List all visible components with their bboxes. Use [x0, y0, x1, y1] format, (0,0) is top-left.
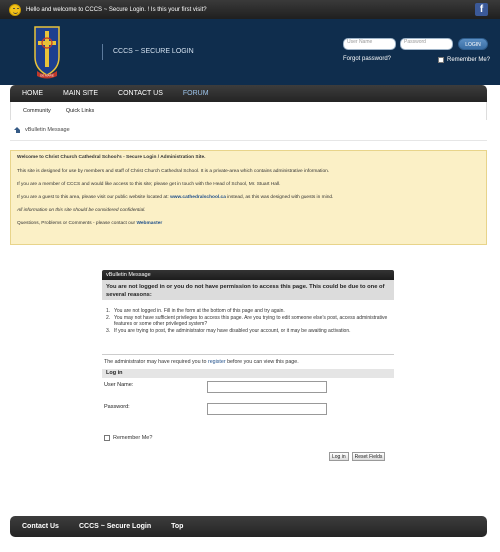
welcome-notice	[10, 150, 487, 245]
tab-home[interactable]: HOME	[22, 90, 43, 97]
breadcrumb-current: vBulletin Message	[25, 127, 70, 133]
divider	[10, 140, 487, 141]
notice-paragraph: If you are a member of CCCS and would like access to this site; please get in touch with the Head of School, Mr. Stuart Hall.	[17, 182, 281, 187]
site-title[interactable]: CCCS ~ SECURE LOGIN	[102, 44, 194, 60]
facebook-icon[interactable]: f	[475, 3, 488, 16]
username-field[interactable]	[207, 381, 327, 393]
forgot-password-link[interactable]: Forgot password?	[343, 56, 392, 62]
admin-note-text: The administrator may have required you to	[104, 359, 207, 365]
list-text: You are not logged in. Fill in the form at the bottom of this page and try again.	[114, 308, 285, 314]
form-buttons	[326, 452, 385, 461]
reset-fields-button[interactable]: Reset Fields	[352, 452, 386, 461]
admin-note-text: before you can view this page.	[227, 359, 299, 365]
username-input[interactable]	[343, 38, 396, 50]
public-website-link[interactable]: www.cathedralschool.ca	[170, 195, 226, 200]
checkbox-icon[interactable]	[104, 435, 110, 441]
subnav-community[interactable]: Community	[23, 108, 51, 114]
crest-motto: DE MARE	[40, 73, 54, 78]
top-welcome-bar	[0, 0, 500, 19]
notice-text: Questions, Problems or Comments - please contact our	[17, 221, 136, 226]
username-placeholder: User Name	[347, 39, 373, 45]
webmaster-link[interactable]: Webmaster	[136, 221, 163, 226]
list-text: You may not have sufficient privileges to access this page. Are you trying to edit someone else's post, access administrative features or some other privileged system?	[114, 314, 388, 327]
login-button[interactable]: LOGIN	[458, 38, 488, 50]
list-number: 3.	[106, 327, 111, 334]
username-label: User Name:	[104, 382, 134, 388]
login-section-header: Log in	[102, 369, 394, 378]
tab-forum[interactable]: FORUM	[182, 90, 209, 97]
list-text: If you are trying to post, the administrator may have disabled your account, or it may be awaiting activation.	[114, 327, 351, 334]
checkbox-icon[interactable]	[438, 57, 444, 63]
notice-paragraph	[17, 221, 480, 227]
remember-me-checkbox[interactable]	[104, 435, 152, 441]
password-label: Password:	[104, 404, 130, 410]
vbulletin-message-panel	[102, 270, 394, 460]
password-placeholder: Password	[404, 39, 426, 45]
login-submit-button[interactable]: Log in	[329, 452, 349, 461]
notice-paragraph: This site is designed for use by members and staff of Christ Church Cathedral School. It is a private-area which contains administrative information.	[17, 169, 330, 174]
smiley-icon	[9, 4, 21, 16]
reasons-list	[102, 300, 394, 355]
footer-top[interactable]: Top	[171, 523, 184, 530]
footer-contact-us[interactable]: Contact Us	[22, 523, 59, 530]
tab-contact-us[interactable]: CONTACT US	[118, 90, 163, 97]
list-item	[106, 315, 390, 328]
password-input[interactable]	[400, 38, 453, 50]
footer	[10, 516, 487, 537]
remember-me-label: Remember Me?	[447, 57, 491, 63]
register-link[interactable]: register	[207, 359, 226, 365]
notice-text: If you are a guest to this area, please visit our public website located at:	[17, 195, 169, 200]
notice-title: Welcome to Christ Church Cathedral School's - Secure Login / Administration Site.	[17, 155, 206, 160]
username-row	[102, 378, 394, 400]
footer-secure-login[interactable]: CCCS ~ Secure Login	[78, 523, 152, 530]
welcome-text: Hello and welcome to CCCS ~ Secure Login. ! Is this your first visit?	[26, 6, 207, 13]
list-item	[106, 328, 390, 335]
subnav-quick-links[interactable]: Quick Links	[65, 108, 95, 114]
list-number: 2.	[106, 314, 111, 321]
password-field[interactable]	[207, 403, 327, 415]
permission-warning: You are not logged in or you do not have permission to access this page. This could be due to one of several reasons:	[102, 280, 394, 300]
main-navigation	[10, 85, 487, 123]
nav-tabs	[10, 85, 487, 102]
home-icon[interactable]	[14, 127, 21, 133]
remember-me-checkbox[interactable]	[438, 57, 490, 63]
remember-me-label: Remember Me?	[113, 435, 153, 441]
notice-text: instead, as this was designed with guests in mind.	[227, 195, 334, 200]
tab-main-site[interactable]: MAIN SITE	[63, 90, 99, 97]
list-number: 1.	[106, 308, 111, 314]
admin-note	[102, 355, 394, 369]
sub-navigation	[10, 102, 487, 120]
notice-paragraph: All information on this site should be considered confidential.	[17, 208, 146, 213]
password-row	[102, 400, 394, 422]
school-crest-logo[interactable]	[32, 23, 62, 81]
message-header: vBulletin Message	[102, 270, 394, 280]
notice-paragraph	[17, 195, 480, 201]
site-header	[0, 19, 500, 85]
breadcrumb	[14, 127, 70, 133]
